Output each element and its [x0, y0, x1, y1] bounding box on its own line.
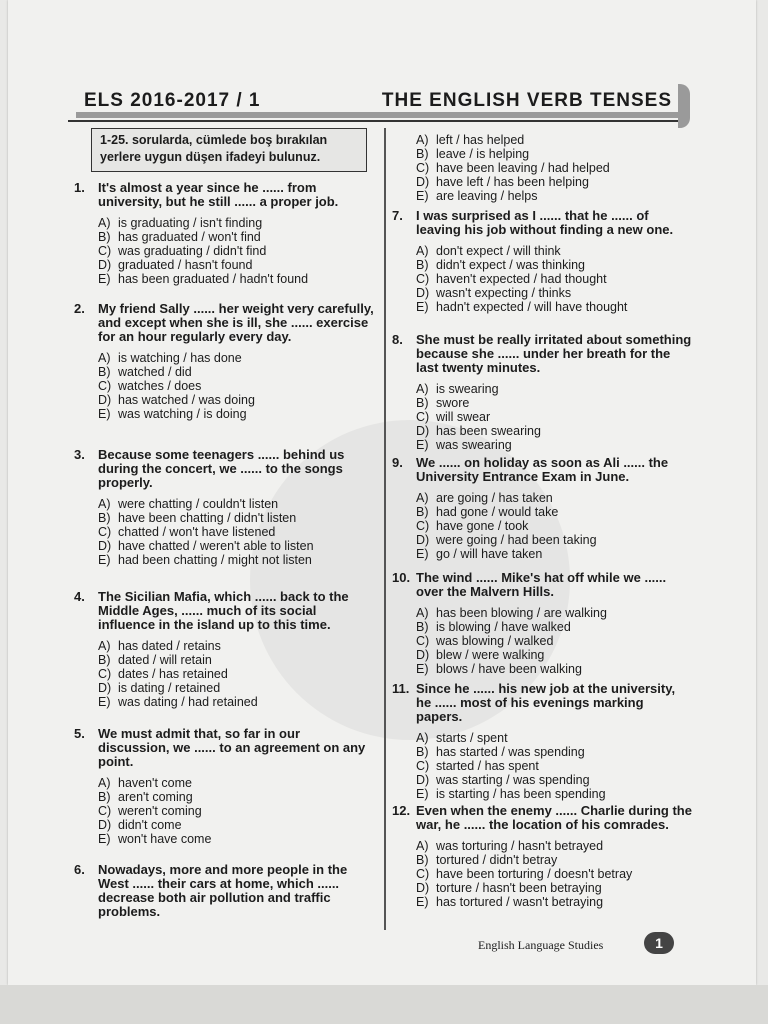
question-stem [74, 448, 374, 490]
question-number: 7. [392, 208, 403, 223]
option-b[interactable] [98, 511, 374, 525]
option-letter: C) [98, 244, 112, 258]
option-e[interactable] [98, 695, 374, 709]
option-letter: C) [98, 379, 112, 393]
option-letter: C) [416, 867, 430, 881]
question-stem [74, 590, 374, 632]
option-text: have chatted / weren't able to listen [118, 539, 314, 553]
option-letter: D) [98, 681, 112, 695]
option-text: don't expect / will think [436, 244, 561, 258]
option-text: go / will have taken [436, 547, 543, 561]
question-7 [392, 209, 692, 314]
options-list [74, 776, 374, 846]
option-e[interactable] [98, 832, 374, 846]
option-text: graduated / hasn't found [118, 258, 253, 272]
option-text: have been torturing / doesn't betray [436, 867, 633, 881]
page-header [68, 84, 680, 122]
option-text: is graduating / isn't finding [118, 216, 263, 230]
option-c[interactable] [416, 161, 610, 175]
option-letter: E) [98, 553, 111, 567]
option-letter: C) [98, 667, 112, 681]
option-letter: B) [98, 790, 111, 804]
option-a[interactable] [416, 839, 692, 853]
options-list [392, 133, 610, 203]
option-e[interactable] [416, 438, 692, 452]
option-letter: B) [98, 365, 111, 379]
option-letter: E) [416, 438, 429, 452]
option-c[interactable] [98, 244, 374, 258]
options-list [392, 606, 692, 676]
question-text: I was surprised as I ...... that he ...... of leaving his job without finding a new one. [416, 208, 674, 237]
option-text: have left / has been helping [436, 175, 589, 189]
option-text: aren't coming [118, 790, 193, 804]
question-11 [392, 682, 692, 801]
option-text: wasn't expecting / thinks [436, 286, 572, 300]
option-letter: E) [416, 787, 429, 801]
options-list [74, 351, 374, 421]
option-text: has been blowing / are walking [436, 606, 607, 620]
option-c[interactable] [98, 667, 374, 681]
option-text: left / has helped [436, 133, 525, 147]
question-stem [392, 804, 692, 832]
question-stem [74, 181, 374, 209]
option-text: has started / was spending [436, 745, 585, 759]
option-text: is blowing / have walked [436, 620, 571, 634]
option-text: weren't coming [118, 804, 202, 818]
option-a[interactable] [416, 133, 610, 147]
option-d[interactable] [98, 539, 374, 553]
option-b[interactable] [98, 365, 374, 379]
option-a[interactable] [98, 497, 374, 511]
option-letter: E) [416, 189, 429, 203]
option-c[interactable] [416, 867, 692, 881]
option-letter: B) [98, 511, 111, 525]
option-text: didn't expect / was thinking [436, 258, 585, 272]
option-text: started / has spent [436, 759, 539, 773]
option-letter: E) [416, 895, 429, 909]
option-letter: B) [416, 505, 429, 519]
option-text: have been chatting / didn't listen [118, 511, 297, 525]
option-text: has dated / retains [118, 639, 221, 653]
option-text: blew / were walking [436, 648, 545, 662]
options-list [392, 731, 692, 801]
question-4 [74, 590, 374, 709]
option-text: is swearing [436, 382, 499, 396]
option-letter: E) [416, 547, 429, 561]
option-text: had been chatting / might not listen [118, 553, 312, 567]
option-letter: A) [416, 731, 429, 745]
option-b[interactable] [416, 620, 692, 634]
option-text: was watching / is doing [118, 407, 247, 421]
option-letter: E) [98, 832, 111, 846]
option-letter: D) [416, 648, 430, 662]
option-letter: D) [416, 881, 430, 895]
question-number: 10. [392, 570, 411, 585]
question-text: We ...... on holiday as soon as Ali ...... the University Entrance Exam in June. [416, 455, 669, 484]
option-d[interactable] [416, 533, 692, 547]
question-number: 3. [74, 447, 85, 462]
option-letter: B) [416, 853, 429, 867]
option-text: was graduating / didn't find [118, 244, 267, 258]
option-letter: C) [416, 759, 430, 773]
page-title: THE ENGLISH VERB TENSES [381, 90, 672, 111]
option-text: have gone / took [436, 519, 529, 533]
question-number: 5. [74, 726, 85, 741]
scan-background [0, 985, 768, 1024]
question-stem [392, 571, 692, 599]
option-d[interactable] [98, 393, 374, 407]
option-letter: B) [416, 147, 429, 161]
option-a[interactable] [98, 216, 374, 230]
page-number: 1 [644, 932, 674, 954]
option-letter: C) [416, 519, 430, 533]
question-stem [74, 863, 374, 919]
question-text: Nowadays, more and more people in the West ...... their cars at home, which ...... decrease both air pollution and traffic problems. [98, 862, 348, 919]
option-text: won't have come [118, 832, 212, 846]
option-text: haven't come [118, 776, 192, 790]
option-letter: A) [416, 839, 429, 853]
option-e[interactable] [416, 787, 692, 801]
option-letter: A) [416, 244, 429, 258]
option-text: had gone / would take [436, 505, 559, 519]
option-b[interactable] [416, 147, 610, 161]
option-letter: A) [98, 639, 111, 653]
option-letter: A) [98, 216, 111, 230]
option-b[interactable] [416, 258, 692, 272]
option-e[interactable] [416, 547, 692, 561]
option-b[interactable] [416, 745, 692, 759]
option-letter: D) [98, 539, 112, 553]
options-list [392, 382, 692, 452]
option-text: will swear [436, 410, 491, 424]
option-letter: E) [98, 272, 111, 286]
option-text: leave / is helping [436, 147, 530, 161]
question-number: 6. [74, 862, 85, 877]
header-corner [678, 84, 690, 128]
option-text: chatted / won't have listened [118, 525, 276, 539]
question-number: 2. [74, 301, 85, 316]
option-letter: E) [416, 662, 429, 676]
option-b[interactable] [98, 230, 374, 244]
option-c[interactable] [416, 634, 692, 648]
option-text: is watching / has done [118, 351, 242, 365]
option-text: starts / spent [436, 731, 508, 745]
question-text: She must be really irritated about something because she ...... under her breath for the last twenty minutes. [416, 332, 692, 375]
option-text: were going / had been taking [436, 533, 597, 547]
question-stem [392, 682, 692, 724]
option-d[interactable] [98, 681, 374, 695]
question-number: 8. [392, 332, 403, 347]
option-letter: E) [98, 407, 111, 421]
question-text: We must admit that, so far in our discussion, we ...... to an agreement on any point. [98, 726, 366, 769]
question-text: Even when the enemy ...... Charlie during the war, he ...... the location of his comrades. [416, 803, 692, 832]
options-list [392, 839, 692, 909]
option-text: has graduated / won't find [118, 230, 261, 244]
option-text: has been graduated / hadn't found [118, 272, 309, 286]
option-letter: B) [416, 258, 429, 272]
question-5 [74, 727, 374, 846]
question-10 [392, 571, 692, 676]
option-b[interactable] [416, 853, 692, 867]
options-list [392, 491, 692, 561]
option-letter: D) [416, 773, 430, 787]
option-c[interactable] [98, 804, 374, 818]
option-letter: B) [416, 620, 429, 634]
option-a[interactable] [416, 491, 692, 505]
option-letter: B) [98, 230, 111, 244]
question-text: Since he ...... his new job at the university, he ...... most of his evenings marking papers. [416, 681, 676, 724]
option-e[interactable] [98, 553, 374, 567]
option-text: dates / has retained [118, 667, 228, 681]
question-9 [392, 456, 692, 561]
question-stem [74, 727, 374, 769]
option-letter: D) [416, 533, 430, 547]
option-text: is dating / retained [118, 681, 221, 695]
option-text: was dating / had retained [118, 695, 258, 709]
option-d[interactable] [416, 424, 692, 438]
option-b[interactable] [98, 790, 374, 804]
option-letter: B) [416, 745, 429, 759]
option-a[interactable] [416, 382, 692, 396]
option-letter: A) [416, 491, 429, 505]
option-b[interactable] [416, 505, 692, 519]
question-number: 9. [392, 455, 403, 470]
option-letter: B) [416, 396, 429, 410]
question-stem [392, 456, 692, 484]
option-a[interactable] [98, 776, 374, 790]
option-b[interactable] [416, 396, 692, 410]
option-text: has been swearing [436, 424, 541, 438]
option-letter: D) [416, 424, 430, 438]
option-letter: A) [98, 351, 111, 365]
option-letter: D) [416, 175, 430, 189]
option-text: was starting / was spending [436, 773, 590, 787]
option-letter: C) [416, 161, 430, 175]
option-text: watches / does [118, 379, 202, 393]
header-underline-bar [76, 112, 680, 118]
option-a[interactable] [416, 244, 692, 258]
options-list [74, 639, 374, 709]
option-e[interactable] [98, 272, 374, 286]
question-8 [392, 333, 692, 452]
option-letter: D) [98, 393, 112, 407]
option-text: tortured / didn't betray [436, 853, 558, 867]
option-letter: A) [416, 606, 429, 620]
option-a[interactable] [416, 606, 692, 620]
question-number: 12. [392, 803, 411, 818]
exam-code: ELS 2016-2017 / 1 [84, 90, 261, 111]
question-12 [392, 804, 692, 909]
options-list [392, 244, 692, 314]
option-letter: A) [416, 382, 429, 396]
option-d[interactable] [416, 175, 610, 189]
question-text: Because some teenagers ...... behind us during the concert, we ...... to the songs properly. [98, 447, 345, 490]
question-1 [74, 181, 374, 286]
option-e[interactable] [416, 300, 692, 314]
question-text: It's almost a year since he ...... from university, but he still ...... a proper job. [98, 180, 339, 209]
option-d[interactable] [416, 773, 692, 787]
options-list [74, 216, 374, 286]
option-letter: C) [98, 525, 112, 539]
option-letter: E) [416, 300, 429, 314]
option-letter: E) [98, 695, 111, 709]
question-number: 1. [74, 180, 85, 195]
option-e[interactable] [416, 189, 610, 203]
option-text: hadn't expected / will have thought [436, 300, 628, 314]
option-c[interactable] [416, 519, 692, 533]
question-stem [74, 302, 374, 344]
column-divider [384, 128, 386, 930]
option-a[interactable] [98, 639, 374, 653]
option-letter: C) [416, 634, 430, 648]
question-2 [74, 302, 374, 421]
option-c[interactable] [98, 379, 374, 393]
option-e[interactable] [416, 895, 692, 909]
option-text: are going / has taken [436, 491, 553, 505]
option-c[interactable] [98, 525, 374, 539]
option-e[interactable] [98, 407, 374, 421]
option-c[interactable] [416, 759, 692, 773]
option-text: was blowing / walked [436, 634, 554, 648]
option-d[interactable] [98, 818, 374, 832]
question-text: The Sicilian Mafia, which ...... back to the Middle Ages, ...... much of its social influence in the island up to this time. [98, 589, 349, 632]
question-stem [392, 333, 692, 375]
option-text: swore [436, 396, 470, 410]
option-letter: B) [98, 653, 111, 667]
option-text: haven't expected / had thought [436, 272, 607, 286]
option-text: has watched / was doing [118, 393, 255, 407]
option-c[interactable] [416, 272, 692, 286]
option-text: are leaving / helps [436, 189, 538, 203]
question-text: The wind ...... Mike's hat off while we ...... over the Malvern Hills. [416, 570, 667, 599]
instruction-box: 1-25. sorularda, cümlede boş bırakılan yerlere uygun düşen ifadeyi bulunuz. [91, 128, 367, 172]
option-text: didn't come [118, 818, 182, 832]
option-letter: C) [416, 410, 430, 424]
option-text: was torturing / hasn't betrayed [436, 839, 604, 853]
footer-text: English Language Studies [478, 938, 604, 952]
option-c[interactable] [416, 410, 692, 424]
option-text: watched / did [118, 365, 192, 379]
option-text: was swearing [436, 438, 512, 452]
option-text: were chatting / couldn't listen [118, 497, 279, 511]
option-d[interactable] [98, 258, 374, 272]
option-d[interactable] [416, 648, 692, 662]
question-number: 4. [74, 589, 85, 604]
option-text: is starting / has been spending [436, 787, 606, 801]
option-letter: D) [98, 258, 112, 272]
option-letter: C) [416, 272, 430, 286]
option-text: has tortured / wasn't betraying [436, 895, 604, 909]
option-text: torture / hasn't been betraying [436, 881, 602, 895]
option-text: blows / have been walking [436, 662, 582, 676]
option-d[interactable] [416, 881, 692, 895]
option-b[interactable] [98, 653, 374, 667]
option-a[interactable] [98, 351, 374, 365]
option-letter: A) [98, 497, 111, 511]
option-letter: A) [98, 776, 111, 790]
option-text: dated / will retain [118, 653, 212, 667]
options-list [74, 497, 374, 567]
option-letter: C) [98, 804, 112, 818]
question-number: 11. [392, 681, 410, 696]
option-e[interactable] [416, 662, 692, 676]
question-3 [74, 448, 374, 567]
option-letter: D) [416, 286, 430, 300]
option-letter: D) [98, 818, 112, 832]
option-d[interactable] [416, 286, 692, 300]
option-letter: A) [416, 133, 429, 147]
option-text: have been leaving / had helped [436, 161, 610, 175]
question-stem [392, 209, 692, 237]
question-text: My friend Sally ...... her weight very carefully, and except when she is ill, she ...... exercise for an hour regularly every day. [98, 301, 374, 344]
option-a[interactable] [416, 731, 692, 745]
